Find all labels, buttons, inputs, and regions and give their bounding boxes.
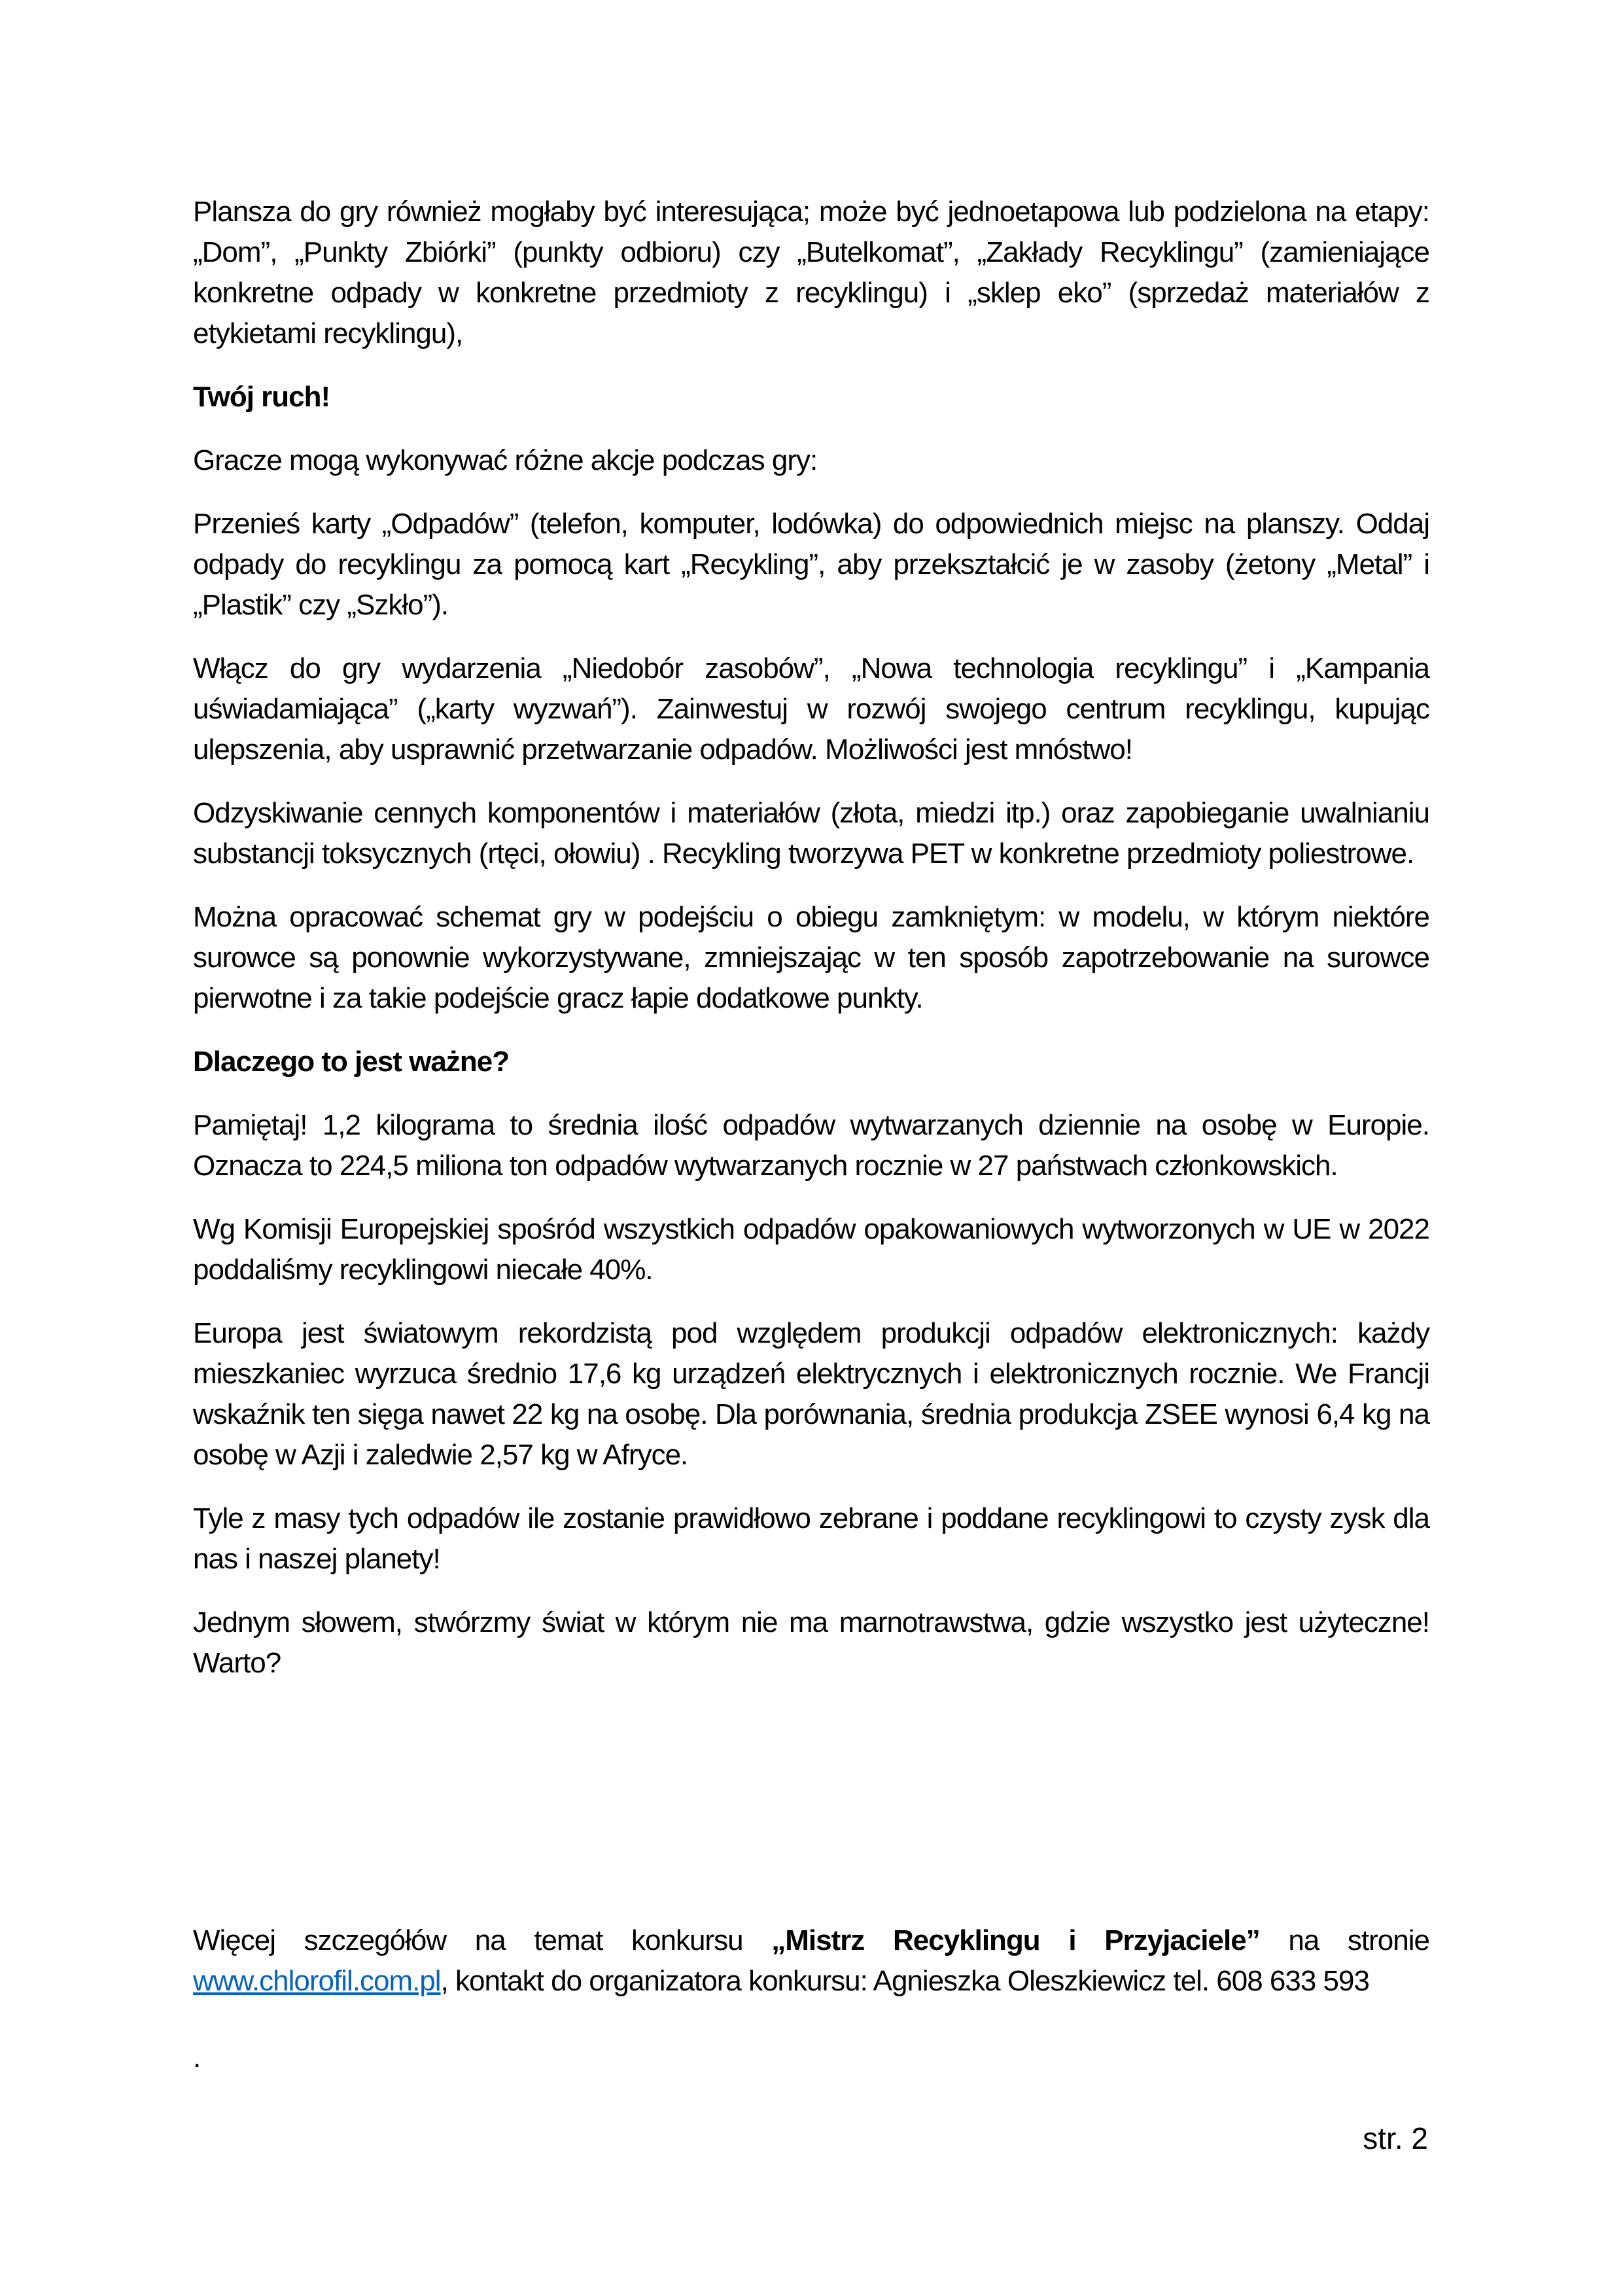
paragraph-recovery: Odzyskiwanie cennych komponentów i materiałów (złota, miedzi itp.) oraz zapobieganie uwalnianiu substancji toksycznych (rtęci, ołowiu) . Recykling tworzywa PET w konkretne przedmioty poliestrowe. [193,797,1429,870]
website-link[interactable]: www.chlorofil.com.pl [193,1965,441,1997]
contact-suffix: , kontakt do organizatora konkursu: Agnieszka Oleszkiewicz tel. 608 633 593 [440,1965,1369,1997]
contact-prefix: Więcej szczegółów na temat konkursu [193,1924,772,1956]
paragraph-events: Włącz do gry wydarzenia „Niedobór zasobów”, „Nowa technologia recyklingu” i „Kampania uświadamiająca” („karty wyzwań”). Zainwestuj w rozwój swojego centrum recyklingu, kupując ulepszenia, aby usprawnić przetwarzanie odpadów. Możliwości jest mnóstwo! [193,652,1429,766]
page-footer [1363,2118,1428,2159]
contact-middle: na stronie [1259,1924,1429,1956]
contact-block [193,1920,1429,2101]
contact-paragraph [193,1920,1429,2002]
paragraph-board-design: Plansza do gry również mogłaby być interesująca; może być jednoetapowa lub podzielona na etapy: „Dom”, „Punkty Zbiórki” (punkty odbioru) czy „Butelkomat”, „Zakłady Recyklingu” (zamieniające konkretne odpady w konkretne przedmioty z recyklingu) i „sklep eko” (sprzedaż materiałów z etykietami recyklingu), [193,196,1429,349]
paragraph-waste-stats: Pamiętaj! 1,2 kilograma to średnia ilość odpadów wytwarzanych dziennie na osobę w Europie. Oznacza to 224,5 miliona ton odpadów wytwarzanych rocznie w 27 państwach członkowskich. [193,1109,1429,1182]
contest-name: „Mistrz Recyklingu i Przyjaciele” [771,1924,1260,1956]
heading-your-move: Twój ruch! [193,381,330,413]
paragraph-actions-intro: Gracze mogą wykonywać różne akcje podczas gry: [193,444,818,476]
paragraph-closed-loop: Można opracować schemat gry w podejściu o obiegu zamkniętym: w modelu, w którym niektóre surowce są ponownie wykorzystywane, zmniejszając w ten sposób zapotrzebowanie na surowce pierwotne i za takie podejście gracz łapie dodatkowe punkty. [193,901,1429,1014]
heading-why-important: Dlaczego to jest ważne? [193,1046,510,1078]
paragraph-move-cards: Przenieś karty „Odpadów” (telefon, komputer, lodówka) do odpowiednich miejsc na planszy. Oddaj odpady do recyklingu za pomocą kart „Recykling”, aby przekształcić je w zasoby (żetony „Metal” i „Plastik” czy „Szkło”). [193,508,1429,621]
paragraph-final-word: Jednym słowem, stwórzmy świat w którym nie ma marnotrawstwa, gdzie wszystko jest użyteczne! Warto? [193,1606,1429,1679]
trailing-period: . [193,2041,201,2074]
paragraph-eu-commission: Wg Komisji Europejskiej spośród wszystkich odpadów opakowaniowych wytworzonych w UE w 2022 poddaliśmy recyklingowi niecałe 40%. [193,1213,1429,1286]
page-number: str. 2 [1363,2121,1428,2155]
paragraph-ewaste-record: Europa jest światowym rekordzistą pod względem produkcji odpadów elektronicznych: każdy mieszkaniec wyrzuca średnio 17,6 kg urządzeń elektrycznych i elektronicznych rocznie. We Francji wskaźnik ten sięga nawet 22 kg na osobę. Dla porównania, średnia produkcja ZSEE wynosi 6,4 kg na osobę w Azji i zaledwie 2,57 kg w Afryce. [193,1317,1429,1471]
document-body [193,192,1429,1706]
paragraph-net-profit: Tyle z masy tych odpadów ile zostanie prawidłowo zebrane i poddane recyklingowi to czysty zysk dla nas i naszej planety! [193,1502,1429,1575]
